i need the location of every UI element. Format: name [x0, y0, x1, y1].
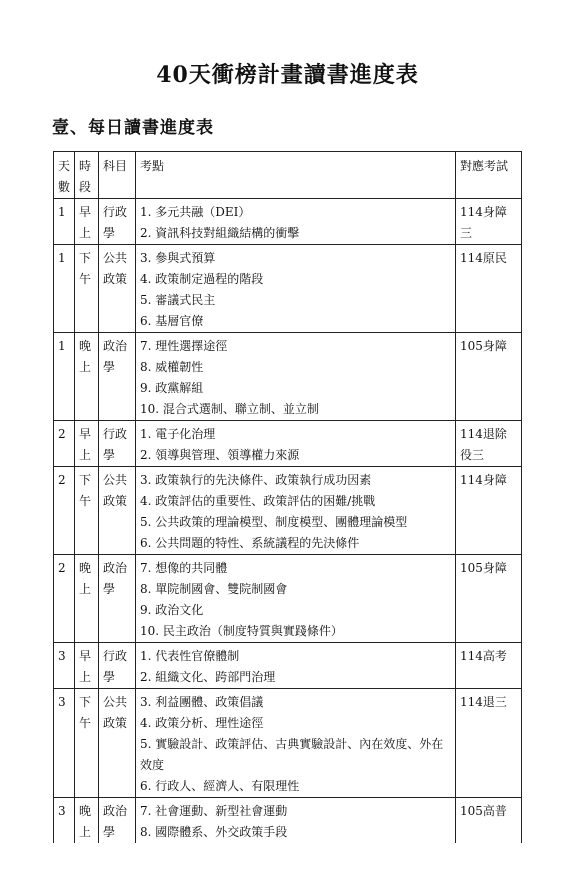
exam-cell: 114高考 [456, 643, 522, 689]
exam-cell: 114身障 [456, 467, 522, 555]
table-row [54, 467, 522, 555]
day-cell: 3 [54, 798, 75, 844]
table-row [54, 689, 522, 798]
subject-cell: 公共政策 [99, 467, 136, 555]
point-item: 5. 實驗設計、政策評估、古典實驗設計、內在效度、外在效度 [140, 737, 444, 772]
table-row [54, 245, 522, 333]
points-cell [136, 798, 456, 844]
table-row [54, 333, 522, 421]
day-cell: 1 [54, 245, 75, 333]
subject-cell: 行政學 [99, 421, 136, 467]
point-item: 8. 單院制國會、雙院制國會 [140, 582, 288, 596]
points-cell [136, 689, 456, 798]
day-cell: 3 [54, 689, 75, 798]
point-item: 1. 代表性官僚體制 [140, 649, 240, 663]
point-item: 3. 參與式預算 [140, 251, 216, 265]
time-cell: 下午 [75, 245, 99, 333]
table-row [54, 555, 522, 643]
document-title: 40天衝榜計畫讀書進度表 [156, 62, 419, 88]
day-cell: 1 [54, 199, 75, 245]
exam-cell: 114退三 [456, 689, 522, 798]
point-item: 5. 審議式民主 [140, 293, 216, 307]
time-cell: 下午 [75, 689, 99, 798]
day-cell: 2 [54, 467, 75, 555]
exam-cell: 114原民 [456, 245, 522, 333]
point-item: 9. 政治文化 [140, 603, 204, 617]
point-item: 1. 電子化治理 [140, 427, 216, 441]
point-item: 8. 國際體系、外交政策手段 [140, 825, 288, 839]
time-cell: 早上 [75, 199, 99, 245]
header-points: 考點 [136, 152, 456, 199]
table-row [54, 798, 522, 844]
header-day: 天數 [54, 152, 75, 199]
header-subject: 科目 [99, 152, 136, 199]
day-cell: 2 [54, 421, 75, 467]
point-item: 6. 基層官僚 [140, 314, 204, 328]
point-item: 2. 資訊科技對組織結構的衝擊 [140, 226, 300, 240]
exam-cell: 105高普 [456, 798, 522, 844]
subject-cell: 公共政策 [99, 689, 136, 798]
time-cell: 晚上 [75, 333, 99, 421]
header-exam: 對應考試 [456, 152, 522, 199]
day-cell: 1 [54, 333, 75, 421]
time-cell: 早上 [75, 643, 99, 689]
point-item: 6. 公共問題的特性、系統議程的先決條件 [140, 536, 360, 550]
point-item: 7. 理性選擇途徑 [140, 339, 228, 353]
subject-cell: 政治學 [99, 333, 136, 421]
table-row [54, 643, 522, 689]
subject-cell: 政治學 [99, 798, 136, 844]
table-header-row [54, 152, 522, 199]
day-cell: 2 [54, 555, 75, 643]
table-row [54, 199, 522, 245]
point-item: 10. 民主政治（制度特質與實踐條件） [140, 624, 343, 638]
point-item: 1. 多元共融（DEI） [140, 205, 251, 219]
point-item: 7. 想像的共同體 [140, 561, 228, 575]
point-item: 2. 領導與管理、領導權力來源 [140, 448, 300, 462]
point-item: 4. 政策制定過程的階段 [140, 272, 264, 286]
exam-cell: 114身障三 [456, 199, 522, 245]
points-cell [136, 245, 456, 333]
time-cell: 晚上 [75, 555, 99, 643]
subject-cell: 公共政策 [99, 245, 136, 333]
point-item: 4. 政策評估的重要性、政策評估的困難/挑戰 [140, 494, 376, 508]
time-cell: 晚上 [75, 798, 99, 844]
points-cell [136, 421, 456, 467]
point-item: 7. 社會運動、新型社會運動 [140, 804, 288, 818]
points-cell [136, 199, 456, 245]
points-cell [136, 467, 456, 555]
header-time: 時段 [75, 152, 99, 199]
exam-cell: 114退除役三 [456, 421, 522, 467]
time-cell: 下午 [75, 467, 99, 555]
point-item: 8. 威權韌性 [140, 360, 204, 374]
point-item: 3. 政策執行的先決條件、政策執行成功因素 [140, 473, 372, 487]
point-item: 6. 行政人、經濟人、有限理性 [140, 779, 300, 793]
subject-cell: 政治學 [99, 555, 136, 643]
point-item: 4. 政策分析、理性途徑 [140, 716, 264, 730]
point-item: 10. 混合式選制、聯立制、並立制 [140, 402, 319, 416]
section-heading: 壹、每日讀書進度表 [52, 118, 214, 138]
exam-cell: 105身障 [456, 333, 522, 421]
exam-cell: 105身障 [456, 555, 522, 643]
point-item: 9. 政黨解組 [140, 381, 204, 395]
table-row [54, 421, 522, 467]
points-cell [136, 333, 456, 421]
point-item: 3. 利益團體、政策倡議 [140, 695, 264, 709]
subject-cell: 行政學 [99, 643, 136, 689]
reading-schedule-table [53, 151, 522, 843]
day-cell: 3 [54, 643, 75, 689]
subject-cell: 行政學 [99, 199, 136, 245]
time-cell: 早上 [75, 421, 99, 467]
points-cell [136, 555, 456, 643]
points-cell [136, 643, 456, 689]
point-item: 2. 組織文化、跨部門治理 [140, 670, 276, 684]
point-item: 5. 公共政策的理論模型、制度模型、團體理論模型 [140, 515, 408, 529]
table-body [54, 199, 522, 844]
